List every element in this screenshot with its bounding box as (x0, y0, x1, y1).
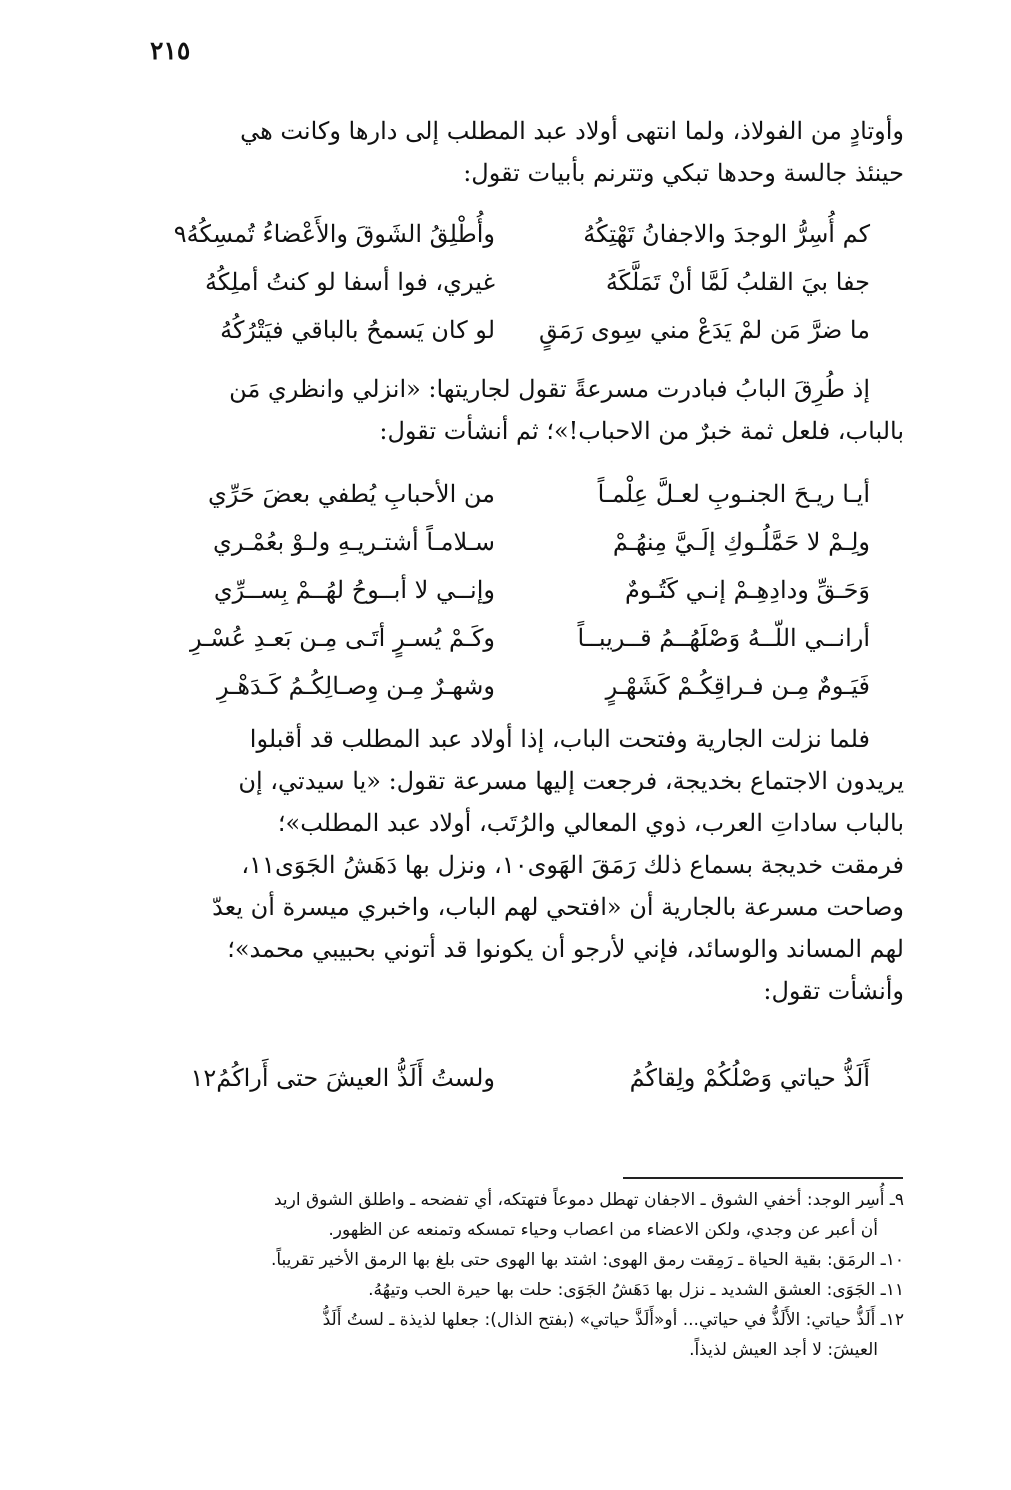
verse (150, 306, 870, 354)
footnote-12-line-2: العيشَ: لا أجد العيش لذيذاً. (689, 1340, 878, 1360)
footnote-10: ١٠ـ الرمَق: بقية الحياة ـ رَمِقت رمق الهوى: اشتد بها الهوى حتى بلغ بها الرمق الأخير تقريباً. (270, 1250, 904, 1270)
verse-first-hemistich: ما ضرَّ مَن لمْ يَدَعْ مني سِوى رَمَقٍ (538, 316, 870, 344)
verse (150, 614, 870, 662)
verse (150, 470, 870, 518)
paragraph-2-line-1: إذ طُرِقَ البابُ فبادرت مسرعةً تقول لجاريتها: «انزلي وانظري مَن (229, 375, 870, 403)
verse-first-hemistich: أيـا ريـحَ الجنـوبِ لعـلَّ عِلْمـاً (597, 480, 870, 508)
verse-second-hemistich: ولستُ أَلَذُّ العيشَ حتى أَراكُمُ١٢ (190, 1064, 495, 1092)
footnote-12-line-1: ١٢ـ أَلَذُّ حياتي: الأَلَذُّ في حياتي... أو«أَلَذَّ حياتي» (بفتح الذال): جعلها لذيذة ـ لستُ أَلَذُّ (322, 1310, 904, 1330)
verse-second-hemistich: لو كان يَسمحُ بالباقي فيَتْرُكُهُ (220, 316, 495, 344)
footnote-9-line-1: ٩ـ أُسِر الوجد: أخفي الشوق ـ الاجفان تهطل دموعاً فتهتكه، أي تفضحه ـ واطلق الشوق اريد (273, 1190, 904, 1210)
paragraph-3-line-5: وصاحت مسرعة بالجارية أن «افتحي لهم الباب، واخبري ميسرة أن يعدّ (212, 893, 904, 921)
paragraph-3-line-4: فرمقت خديجة بسماع ذلك رَمَقَ الهَوى١٠، ونزل بها دَهَشُ الجَوَى١١، (241, 851, 904, 879)
poem-1 (150, 210, 870, 354)
paragraph-3-line-3: بالباب ساداتِ العرب، ذوي المعالي والرُتَب، أولاد عبد المطلب»؛ (277, 809, 904, 837)
footnote-9 (118, 1185, 904, 1245)
verse-second-hemistich: وإنــي لا أبــوحُ لهُــمْ بِســرِّي (213, 576, 495, 604)
verse (150, 210, 870, 258)
footnote-9-line-2: أن أعبر عن وجدي، ولكن الاعضاء من اعصاب وحياء تمسكه وتمنعه عن الظهور. (328, 1220, 878, 1240)
verse-first-hemistich: أرانــي اللّــهُ وَصْلَهُــمُ قــريبــاً (577, 624, 870, 652)
verse-second-hemistich: وكَـمْ يُسـرٍ أتَـى مِـن بَعـدِ عُسْـرِ (190, 624, 495, 652)
verse-first-hemistich: وَحَـقِّ ودادِهِـمْ إنـي كَتُـومٌ (625, 576, 870, 604)
verse-second-hemistich: وشهـرٌ مِـن وِصـالِكُـمُ كَـدَهْـرِ (217, 672, 495, 700)
footnote-separator (623, 1177, 903, 1179)
paragraph-3 (118, 718, 904, 1012)
verse-first-hemistich: كم أُسِرُّ الوجدَ والاجفانُ تَهْتِكُهُ (583, 220, 870, 248)
paragraph-3-line-7: وأنشأت تقول: (763, 977, 904, 1005)
verse-second-hemistich: وأُطْلِقُ الشَوقَ والأَعْضاءُ تُمسِكُهُ٩ (173, 220, 495, 248)
verse-first-hemistich: ولِـمْ لا حَمَّلُـوكِ إلَـيَّ مِنهُـمْ (612, 528, 870, 556)
verse (150, 662, 870, 710)
poem-3 (150, 1054, 870, 1102)
paragraph-1 (118, 110, 904, 194)
paragraph-3-line-6: لهم المساند والوسائد، فإني لأرجو أن يكونوا قد أتوني بحبيبي محمد»؛ (227, 935, 904, 963)
verse (150, 518, 870, 566)
verse-first-hemistich: فَيَـومٌ مِـن فـراقِكُـمْ كَشَهْـرٍ (605, 672, 870, 700)
footnote-11: ١١ـ الجَوَى: العشق الشديد ـ نزل بها دَهَشُ الجَوَى: حلت بها حيرة الحب وتيهُهُ. (368, 1280, 904, 1300)
verse-second-hemistich: من الأحبابِ يُطفي بعضَ حَرِّي (207, 480, 495, 508)
footnote-12 (118, 1305, 904, 1365)
paragraph-3-line-1: فلما نزلت الجارية وفتحت الباب، إذا أولاد عبد المطلب قد أقبلوا (249, 725, 870, 753)
paragraph-2-line-2: بالباب، فلعل ثمة خبرٌ من الاحباب!»؛ ثم أنشأت تقول: (379, 417, 904, 445)
verse (150, 1054, 870, 1102)
verse (150, 258, 870, 306)
footnotes (118, 1185, 904, 1365)
paragraph-1-line-1: وأوتادٍ من الفولاذ، ولما انتهى أولاد عبد المطلب إلى دارها وكانت هي (240, 117, 904, 145)
paragraph-3-line-2: يريدون الاجتماع بخديجة، فرجعت إليها مسرعة تقول: «يا سيدتي، إن (238, 767, 904, 795)
verse-first-hemistich: أَلَذُّ حياتي وَصْلُكُمْ ولِقاكُمُ (629, 1064, 870, 1092)
paragraph-1-line-2: حينئذ جالسة وحدها تبكي وتترنم بأبيات تقول: (463, 159, 904, 187)
poem-2 (150, 470, 870, 710)
paragraph-2 (118, 368, 904, 452)
verse-first-hemistich: جفا بيَ القلبُ لَمَّا أنْ تَمَلَّكَهُ (605, 268, 870, 296)
verse-second-hemistich: سـلامـاً أشتـريـهِ ولـوْ بعُمْـري (213, 528, 495, 556)
verse-second-hemistich: غيري، فوا أسفا لو كنتُ أملِكُهُ (204, 268, 495, 296)
verse (150, 566, 870, 614)
page-number: ٢١٥ (150, 36, 191, 65)
